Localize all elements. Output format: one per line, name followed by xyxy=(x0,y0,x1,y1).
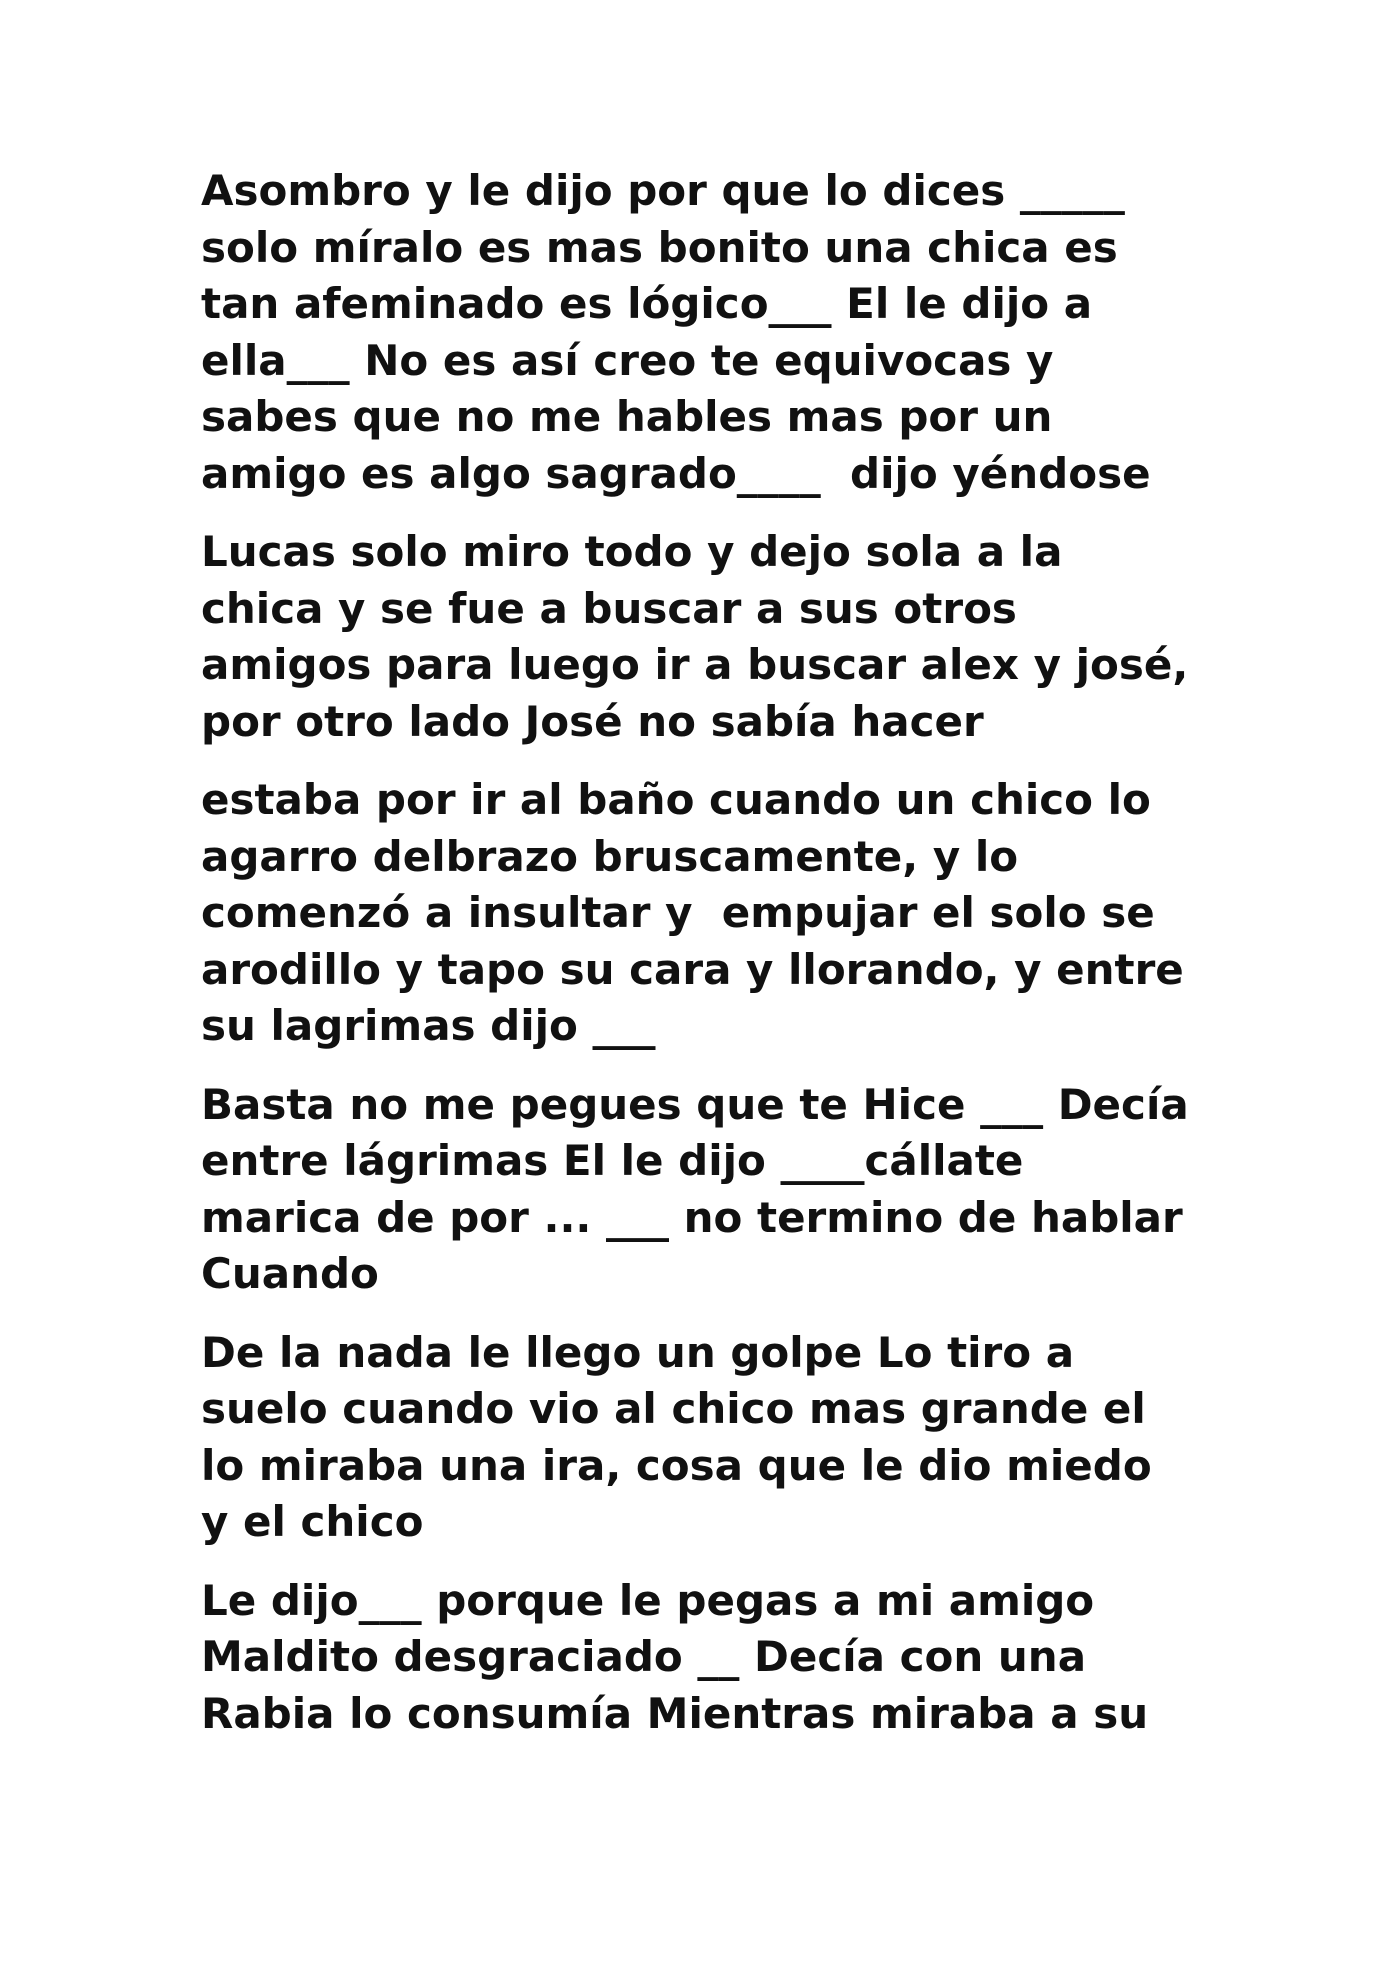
text-line: lo miraba una ira, cosa que le dio miedo xyxy=(201,1440,1152,1490)
text-line: amigo es algo sagrado____ dijo yéndose xyxy=(201,448,1151,498)
text-line: Le dijo___ porque le pegas a mi amigo xyxy=(201,1575,1095,1625)
text-line: estaba por ir al baño cuando un chico lo xyxy=(201,775,1151,824)
text-line: y el chico xyxy=(201,1497,424,1546)
text-line: sabes que no me hables mas por un xyxy=(201,392,1053,441)
document-body xyxy=(201,163,1241,1764)
text-line: entre lágrimas El le dijo ____cállate xyxy=(201,1136,1024,1185)
text-line: arodillo y tapo su cara y llorando, y entre xyxy=(201,944,1184,994)
text-line: Cuando xyxy=(201,1249,379,1298)
text-line: agarro delbrazo bruscamente, y lo xyxy=(201,831,1019,881)
text-line: chica y se fue a buscar a sus otros xyxy=(201,583,1017,633)
text-line: Asombro y le dijo por que lo dices _____ xyxy=(201,166,1125,215)
text-line: Lucas solo miro todo y dejo sola a la xyxy=(201,527,1063,576)
paragraph-3 xyxy=(201,772,1241,1055)
text-line: Maldito desgraciado __ Decía con una xyxy=(201,1632,1087,1681)
text-line: Basta no me pegues que te Hice ___ Decía xyxy=(201,1079,1189,1129)
paragraph-5 xyxy=(201,1325,1241,1551)
text-line: marica de por ... ___ no termino de hablar xyxy=(201,1192,1183,1242)
paragraph-1 xyxy=(201,163,1241,502)
text-line: comenzó a insultar y empujar el solo se xyxy=(201,888,1155,937)
paragraph-4 xyxy=(201,1077,1241,1303)
text-line: por otro lado José no sabía hacer xyxy=(201,696,984,746)
text-line: solo míralo es mas bonito una chica es xyxy=(201,222,1118,272)
paragraph-2 xyxy=(201,524,1241,750)
text-line: suelo cuando vio al chico mas grande el xyxy=(201,1384,1146,1433)
text-line: ella___ No es así creo te equivocas y xyxy=(201,335,1054,385)
text-line: amigos para luego ir a buscar alex y josé, xyxy=(201,640,1189,689)
text-line: Rabia lo consumía Mientras miraba a su xyxy=(201,1688,1149,1738)
paragraph-6 xyxy=(201,1573,1241,1743)
text-line: tan afeminado es lógico___ El le dijo a xyxy=(201,279,1093,328)
text-line: De la nada le llego un golpe Lo tiro a xyxy=(201,1327,1075,1377)
text-line: su lagrimas dijo ___ xyxy=(201,1001,656,1050)
